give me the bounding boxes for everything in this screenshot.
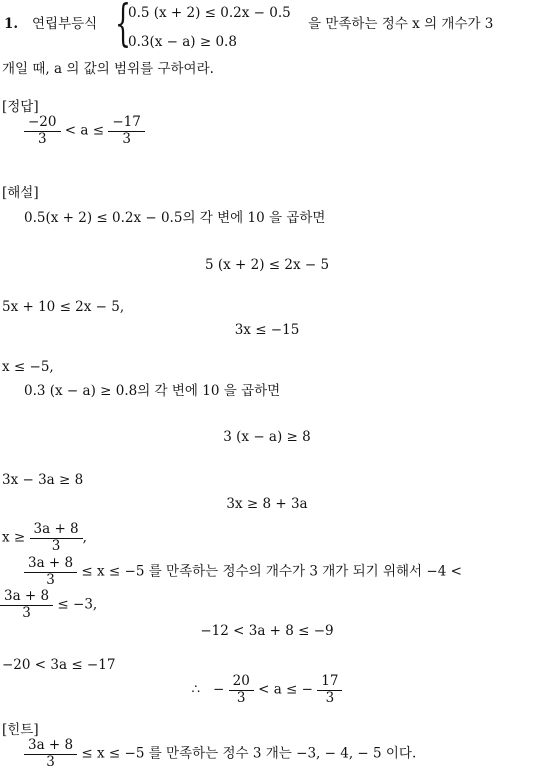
hint-expression: $\frac{3a + 8}{3}$ ≤ x ≤ −5 를 만족하는 정수 3 개는 −3, − 4, − 5 이다. — [24, 738, 416, 770]
solution-eq-6: 3x − 3a ≥ 8 — [2, 472, 84, 488]
solution-eq-7: 3x ≥ 8 + 3a — [226, 496, 308, 512]
problem-tail: 을 만족하는 정수 x 의 개수가 3 — [308, 16, 494, 32]
solution-eq-10: −20 < 3a ≤ −17 — [2, 657, 116, 673]
problem-line-2: 개일 때, a 의 값의 범위를 구하여라. — [2, 61, 214, 77]
solution-eq-8: x ≥ $\frac{3a + 8}{3}$ , — [2, 521, 87, 554]
solution-step-2: 0.3 (x − a) ≥ 0.8의 각 변에 10 을 곱하면 — [24, 383, 281, 399]
condition-fraction: $\frac{3a + 8}{3}$ — [26, 556, 75, 588]
answer-fraction-lower: $\frac{-20}{3}$ — [26, 115, 59, 147]
solution-eq-9: −12 < 3a + 8 ≤ −9 — [200, 623, 334, 639]
solution-header: [해설] — [2, 185, 39, 201]
system-line-1: 0.5 (x + 2) ≤ 0.2x − 0.5 — [128, 5, 291, 21]
system-of-inequalities — [115, 0, 305, 60]
hint-fraction: $\frac{3a + 8}{3}$ — [26, 738, 75, 770]
solution-eq-2: 5x + 10 ≤ 2x − 5, — [2, 299, 125, 315]
solution-eq-1: 5 (x + 2) ≤ 2x − 5 — [204, 257, 330, 273]
answer-middle: < a ≤ — [64, 122, 105, 139]
solution-condition-2: $\frac{3a + 8}{3}$ ≤ −3, — [0, 589, 97, 621]
problem-number: 1. — [4, 16, 19, 32]
condition2-fraction: $\frac{3a + 8}{3}$ — [2, 589, 51, 621]
answer-expression — [24, 115, 145, 147]
solution-final: ∴ − $\frac{20}{3}$ < a ≤ − $\frac{17}{3}$ — [0, 674, 534, 706]
answer-header: [정답] — [2, 99, 39, 115]
system-line-2: 0.3(x − a) ≥ 0.8 — [128, 34, 237, 50]
problem-lead: 연립부등식 — [32, 16, 98, 32]
solution-eq-5: 3 (x − a) ≥ 8 — [223, 429, 311, 445]
solution-step-1: 0.5(x + 2) ≤ 0.2x − 0.5의 각 변에 10 을 곱하면 — [24, 210, 326, 226]
left-brace: { — [115, 0, 131, 52]
hint-header: [힌트] — [2, 722, 39, 738]
answer-fraction-upper: $\frac{-17}{3}$ — [110, 115, 143, 147]
solution-eq-3: 3x ≤ −15 — [234, 322, 300, 338]
solution-condition: $\frac{3a + 8}{3}$ ≤ x ≤ −5 를 만족하는 정수의 개수가 3 개가 되기 위해서 −4 < — [24, 556, 462, 588]
eq8-fraction: $\frac{3a + 8}{3}$ — [32, 522, 81, 554]
final-fraction-1: $\frac{20}{3}$ — [231, 674, 252, 706]
solution-eq-4: x ≤ −5, — [2, 359, 54, 375]
final-fraction-2: $\frac{17}{3}$ — [319, 674, 340, 706]
